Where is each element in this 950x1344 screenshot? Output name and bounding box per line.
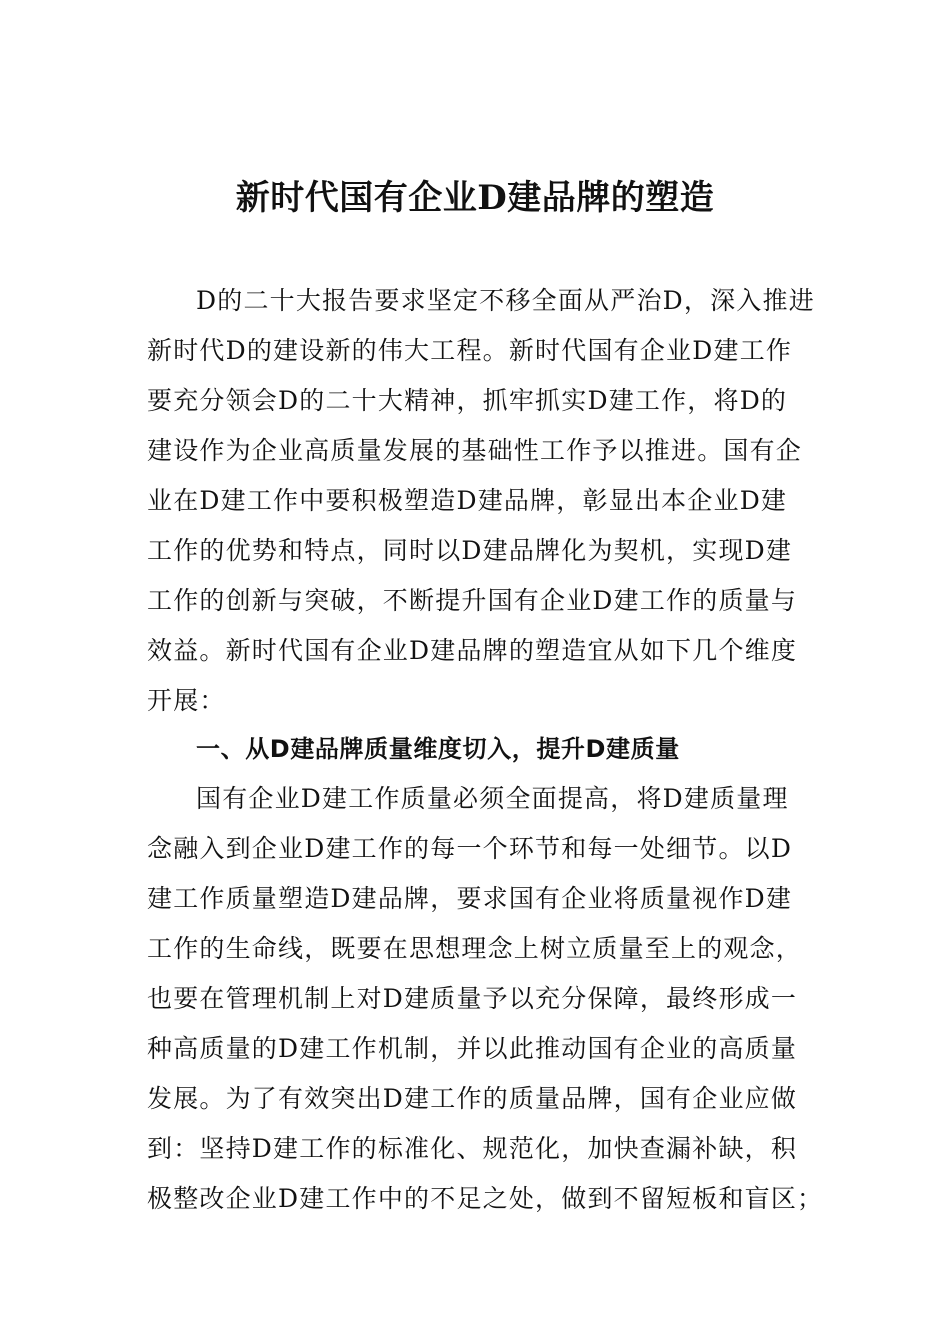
- section-1-line-1: 国有企业D建工作质量必须全面提高，将D建质量理: [196, 784, 789, 813]
- document-title: 新时代国有企业D建品牌的塑造: [235, 178, 715, 218]
- section-1-heading: 一、从D建品牌质量维度切入，提升D建质量: [196, 735, 680, 763]
- section-1-line-9: 极整改企业D建工作中的不足之处，做到不留短板和盲区；: [147, 1184, 824, 1213]
- intro-line-1: D的二十大报告要求坚定不移全面从严治D，深入推进: [196, 286, 815, 315]
- intro-line-9: 开展：: [147, 686, 226, 715]
- intro-line-8: 效益。新时代国有企业D建品牌的塑造宜从如下几个维度: [147, 636, 798, 665]
- intro-line-3: 要充分领会D的二十大精神，抓牢抓实D建工作，将D的: [147, 386, 788, 415]
- section-1-line-8: 到：坚持D建工作的标准化、规范化，加快查漏补缺，积: [147, 1134, 798, 1163]
- section-1-line-5: 也要在管理机制上对D建质量予以充分保障，最终形成一: [147, 984, 798, 1013]
- intro-line-7: 工作的创新与突破，不断提升国有企业D建工作的质量与: [147, 586, 798, 615]
- section-1-line-4: 工作的生命线，既要在思想理念上树立质量至上的观念，: [147, 934, 803, 963]
- intro-line-6: 工作的优势和特点，同时以D建品牌化为契机，实现D建: [147, 536, 793, 565]
- section-1-line-2: 念融入到企业D建工作的每一个环节和每一处细节。以D: [147, 834, 793, 863]
- section-1-line-7: 发展。为了有效突出D建工作的质量品牌，国有企业应做: [147, 1084, 798, 1113]
- section-1-line-6: 种高质量的D建工作机制，并以此推动国有企业的高质量: [147, 1034, 798, 1063]
- intro-line-4: 建设作为企业高质量发展的基础性工作予以推进。国有企: [147, 436, 803, 465]
- intro-line-5: 业在D建工作中要积极塑造D建品牌，彰显出本企业D建: [147, 486, 788, 515]
- intro-line-2: 新时代D的建设新的伟大工程。新时代国有企业D建工作: [147, 336, 793, 365]
- section-1-line-3: 建工作质量塑造D建品牌，要求国有企业将质量视作D建: [147, 884, 793, 913]
